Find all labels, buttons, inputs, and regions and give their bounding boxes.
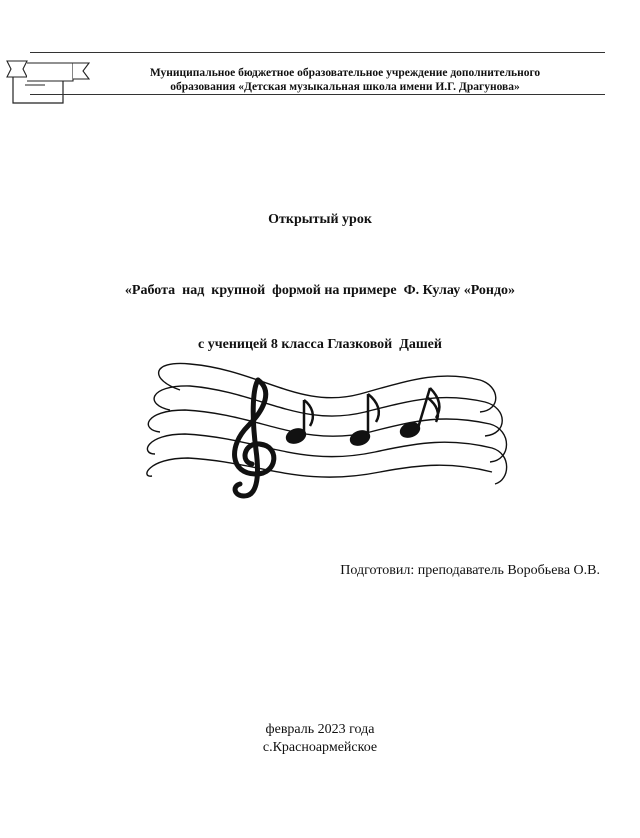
header-bottom-rule — [30, 94, 605, 95]
music-notes-icon — [284, 388, 439, 448]
document-place: с.Красноармейское — [262, 740, 378, 755]
music-staff-icon — [140, 350, 520, 510]
prepared-by: Подготовил: преподаватель Воробьева О.В. — [340, 563, 600, 578]
institution-name-line1: Муниципальное бюджетное образовательное учреждение дополнительного — [149, 67, 541, 79]
school-logo-icon — [5, 55, 95, 105]
staff-lines — [147, 363, 507, 484]
lesson-type-heading: Открытый урок — [268, 212, 372, 227]
treble-clef-icon — [235, 380, 274, 496]
lesson-title-line1: «Работа над крупной формой на примере Ф. Кулау «Рондо» — [124, 283, 516, 298]
document-date: февраль 2023 года — [265, 722, 375, 737]
lesson-title-line2: с ученицей 8 класса Глазковой Дашей — [198, 337, 442, 352]
header-top-rule — [30, 52, 605, 53]
institution-name-line2: образования «Детская музыкальная школа имени И.Г. Драгунова» — [170, 81, 520, 93]
institution-header — [100, 66, 590, 94]
